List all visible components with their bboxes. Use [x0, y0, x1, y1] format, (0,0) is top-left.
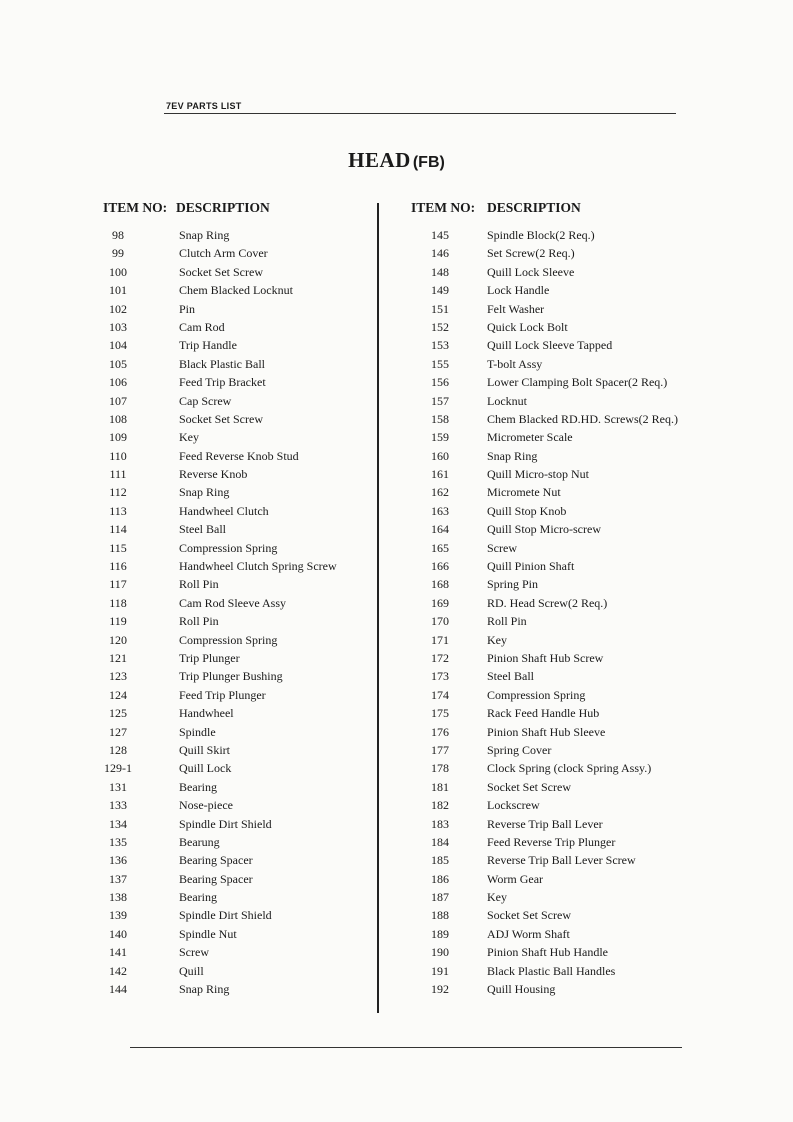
part-item-number: 103 — [109, 319, 127, 334]
part-description: Spring Pin — [487, 577, 539, 592]
part-row — [414, 318, 704, 336]
part-row — [414, 741, 704, 759]
part-row — [414, 539, 704, 557]
part-row — [414, 575, 704, 593]
part-row — [102, 557, 372, 575]
part-description: Cap Screw — [179, 393, 232, 408]
part-description: Clutch Arm Cover — [179, 246, 268, 261]
part-item-number: 123 — [109, 669, 127, 684]
part-row — [102, 612, 372, 630]
part-item-number: 155 — [431, 356, 449, 371]
part-item-number: 178 — [431, 761, 449, 776]
part-row — [102, 778, 372, 796]
part-item-number: 111 — [109, 467, 127, 482]
part-row — [102, 539, 372, 557]
part-item-number: 109 — [109, 430, 127, 445]
part-item-number: 175 — [431, 706, 449, 721]
part-description: Spindle Block(2 Req.) — [487, 228, 595, 242]
part-item-number: 146 — [431, 246, 449, 261]
part-description: RD. Head Screw(2 Req.) — [487, 595, 608, 610]
part-row — [414, 392, 704, 410]
part-description: Key — [179, 430, 199, 445]
part-row — [414, 796, 704, 814]
part-item-number: 161 — [431, 467, 449, 482]
part-item-number: 153 — [431, 338, 449, 353]
part-description: Quill Housing — [487, 982, 556, 997]
part-item-number: 120 — [109, 632, 127, 647]
part-row — [414, 281, 704, 299]
part-description: Compression Spring — [487, 687, 586, 702]
part-row — [102, 925, 372, 943]
part-row — [102, 686, 372, 704]
part-item-number: 144 — [109, 982, 127, 997]
part-item-number: 170 — [431, 614, 449, 629]
part-row — [102, 759, 372, 777]
part-item-number: 136 — [109, 853, 127, 868]
left-description-header: DESCRIPTION — [176, 200, 270, 215]
part-item-number: 149 — [431, 283, 449, 298]
part-item-number: 160 — [431, 448, 449, 463]
part-description: Worm Gear — [487, 871, 544, 886]
part-description: Trip Handle — [179, 338, 237, 353]
part-item-number: 114 — [109, 522, 127, 537]
part-row — [102, 723, 372, 741]
part-description: Spring Cover — [487, 742, 552, 757]
part-item-number: 162 — [431, 485, 449, 500]
part-item-number: 115 — [109, 540, 127, 555]
part-description: Handwheel — [179, 706, 234, 721]
part-row — [102, 392, 372, 410]
part-row — [414, 502, 704, 520]
part-item-number: 110 — [109, 448, 127, 463]
part-description: Chem Blacked RD.HD. Screws(2 Req.) — [487, 411, 678, 426]
right-column-header — [411, 200, 581, 216]
part-description: Feed Reverse Knob Stud — [179, 448, 299, 463]
part-description: Lockscrew — [487, 798, 540, 813]
part-description: Reverse Trip Ball Lever Screw — [487, 853, 636, 868]
part-item-number: 185 — [431, 853, 449, 868]
part-row — [102, 815, 372, 833]
part-row — [102, 943, 372, 961]
part-item-number: 192 — [431, 982, 449, 997]
part-description: Pinion Shaft Hub Sleeve — [487, 724, 606, 739]
part-description: Feed Reverse Trip Plunger — [487, 834, 616, 849]
part-row — [102, 980, 372, 998]
part-description: Quill Lock — [179, 761, 232, 776]
part-description: Steel Ball — [487, 669, 534, 684]
part-row — [414, 704, 704, 722]
right-item-no-header: ITEM NO: — [411, 200, 476, 215]
part-row — [102, 796, 372, 814]
part-item-number: 159 — [431, 430, 449, 445]
right-description-header: DESCRIPTION — [487, 200, 581, 215]
part-description: Micrometer Scale — [487, 430, 573, 445]
part-row — [102, 594, 372, 612]
part-description: T-bolt Assy — [487, 356, 543, 371]
part-item-number: 133 — [109, 798, 127, 813]
part-item-number: 116 — [109, 559, 127, 574]
part-description: Black Plastic Ball — [179, 356, 265, 371]
part-row — [102, 447, 372, 465]
part-row — [414, 686, 704, 704]
part-row — [414, 631, 704, 649]
part-description: Rack Feed Handle Hub — [487, 706, 600, 721]
part-description: Spindle Nut — [179, 926, 237, 941]
part-row — [102, 355, 372, 373]
part-item-number: 112 — [109, 485, 127, 500]
part-row — [414, 925, 704, 943]
document-header-label: 7EV PARTS LIST — [166, 101, 242, 111]
part-description: Chem Blacked Locknut — [179, 283, 293, 298]
part-row — [102, 502, 372, 520]
part-item-number: 177 — [431, 742, 449, 757]
part-item-number: 140 — [109, 926, 127, 941]
part-description: Set Screw(2 Req.) — [487, 246, 575, 261]
header-rule — [164, 113, 676, 114]
part-item-number: 125 — [109, 706, 127, 721]
part-item-number: 124 — [109, 687, 127, 702]
part-description: Socket Set Screw — [179, 411, 263, 426]
part-row — [414, 943, 704, 961]
part-item-number: 158 — [431, 411, 449, 426]
part-description: Micromete Nut — [487, 485, 561, 500]
part-item-number: 102 — [109, 301, 127, 316]
part-item-number: 129-1 — [104, 761, 132, 776]
part-row — [414, 373, 704, 391]
part-description: Spindle — [179, 724, 216, 739]
part-row — [414, 465, 704, 483]
part-description: Quill Lock Sleeve Tapped — [487, 338, 613, 353]
part-row — [102, 263, 372, 281]
part-row — [414, 667, 704, 685]
part-row — [102, 833, 372, 851]
part-item-number: 121 — [109, 650, 127, 665]
part-item-number: 119 — [109, 614, 127, 629]
part-row — [414, 520, 704, 538]
part-row — [414, 815, 704, 833]
part-row — [414, 778, 704, 796]
part-description: Lock Handle — [487, 283, 550, 298]
part-row — [414, 649, 704, 667]
part-item-number: 99 — [112, 246, 124, 261]
part-row — [414, 612, 704, 630]
part-row — [102, 336, 372, 354]
part-row — [102, 870, 372, 888]
part-description: Pinion Shaft Hub Screw — [487, 650, 604, 665]
part-description: Bearing Spacer — [179, 871, 253, 886]
part-row — [414, 355, 704, 373]
part-row — [102, 428, 372, 446]
part-row — [414, 483, 704, 501]
part-description: Quill — [179, 963, 204, 978]
part-description: Felt Washer — [487, 301, 545, 316]
part-row — [414, 300, 704, 318]
part-row — [102, 704, 372, 722]
part-description: Screw — [487, 540, 517, 555]
part-description: Socket Set Screw — [487, 908, 571, 923]
part-description: Compression Spring — [179, 540, 278, 555]
part-item-number: 182 — [431, 798, 449, 813]
part-row — [102, 631, 372, 649]
part-item-number: 165 — [431, 540, 449, 555]
part-description: Handwheel Clutch — [179, 503, 269, 518]
part-item-number: 98 — [112, 228, 124, 242]
part-description: Socket Set Screw — [487, 779, 571, 794]
part-row — [102, 373, 372, 391]
part-row — [102, 962, 372, 980]
part-description: Bearing — [179, 779, 217, 794]
part-item-number: 117 — [109, 577, 127, 592]
part-row — [102, 465, 372, 483]
page-title — [0, 148, 793, 173]
part-item-number: 173 — [431, 669, 449, 684]
part-row — [102, 667, 372, 685]
part-description: Screw — [179, 945, 209, 960]
part-item-number: 190 — [431, 945, 449, 960]
part-description: Bearing — [179, 890, 217, 905]
part-item-number: 157 — [431, 393, 449, 408]
part-row — [414, 336, 704, 354]
part-row — [414, 263, 704, 281]
part-row — [414, 888, 704, 906]
part-description: Lower Clamping Bolt Spacer(2 Req.) — [487, 375, 668, 390]
part-item-number: 118 — [109, 595, 127, 610]
part-item-number: 107 — [109, 393, 127, 408]
part-item-number: 142 — [109, 963, 127, 978]
part-description: Reverse Trip Ball Lever — [487, 816, 603, 831]
part-row — [102, 906, 372, 924]
part-description: Trip Plunger — [179, 650, 240, 665]
part-item-number: 172 — [431, 650, 449, 665]
part-row — [102, 888, 372, 906]
part-row — [102, 649, 372, 667]
part-item-number: 106 — [109, 375, 127, 390]
part-item-number: 187 — [431, 890, 449, 905]
part-row — [414, 906, 704, 924]
part-row — [102, 300, 372, 318]
part-item-number: 184 — [431, 834, 449, 849]
part-item-number: 169 — [431, 595, 449, 610]
part-description: Key — [487, 890, 507, 905]
part-row — [102, 520, 372, 538]
part-description: Snap Ring — [179, 485, 230, 500]
part-item-number: 100 — [109, 264, 127, 279]
part-description: Bearing Spacer — [179, 853, 253, 868]
part-row — [414, 962, 704, 980]
part-item-number: 101 — [109, 283, 127, 298]
part-description: Quick Lock Bolt — [487, 319, 568, 334]
part-row — [414, 833, 704, 851]
left-column-header — [103, 200, 270, 216]
left-item-no-header: ITEM NO: — [103, 200, 168, 215]
part-description: Spindle Dirt Shield — [179, 908, 272, 923]
part-description: Trip Plunger Bushing — [179, 669, 283, 684]
part-item-number: 168 — [431, 577, 449, 592]
part-description: Clock Spring (clock Spring Assy.) — [487, 761, 652, 776]
part-item-number: 188 — [431, 908, 449, 923]
part-row — [102, 244, 372, 262]
part-description: Cam Rod — [179, 319, 225, 334]
part-description: Pinion Shaft Hub Handle — [487, 945, 608, 960]
part-row — [414, 226, 704, 244]
part-row — [414, 244, 704, 262]
part-item-number: 183 — [431, 816, 449, 831]
part-item-number: 181 — [431, 779, 449, 794]
part-description: Roll Pin — [179, 614, 219, 629]
part-description: Locknut — [487, 393, 527, 408]
page-title-main: HEAD — [348, 148, 411, 172]
part-description: Feed Trip Plunger — [179, 687, 266, 702]
footer-rule — [130, 1047, 682, 1048]
part-row — [414, 428, 704, 446]
part-item-number: 186 — [431, 871, 449, 886]
part-description: Socket Set Screw — [179, 264, 263, 279]
left-parts-list — [102, 226, 372, 998]
part-item-number: 108 — [109, 411, 127, 426]
right-parts-list — [414, 226, 704, 998]
part-row — [102, 575, 372, 593]
part-row — [414, 557, 704, 575]
part-item-number: 134 — [109, 816, 127, 831]
part-item-number: 135 — [109, 834, 127, 849]
part-item-number: 113 — [109, 503, 127, 518]
part-row — [414, 723, 704, 741]
part-description: Roll Pin — [487, 614, 527, 629]
part-description: Snap Ring — [179, 982, 230, 997]
part-item-number: 189 — [431, 926, 449, 941]
part-row — [102, 318, 372, 336]
part-item-number: 138 — [109, 890, 127, 905]
part-item-number: 156 — [431, 375, 449, 390]
part-item-number: 152 — [431, 319, 449, 334]
part-item-number: 191 — [431, 963, 449, 978]
part-row — [102, 410, 372, 428]
part-description: Quill Stop Knob — [487, 503, 567, 518]
part-item-number: 105 — [109, 356, 127, 371]
part-row — [102, 483, 372, 501]
part-description: Nose-piece — [179, 798, 233, 813]
part-description: Feed Trip Bracket — [179, 375, 266, 390]
part-item-number: 174 — [431, 687, 449, 702]
part-row — [414, 594, 704, 612]
part-item-number: 127 — [109, 724, 127, 739]
part-row — [102, 226, 372, 244]
part-description: Quill Lock Sleeve — [487, 264, 575, 279]
part-description: Quill Pinion Shaft — [487, 559, 575, 574]
part-row — [414, 851, 704, 869]
page-title-suffix: (FB) — [412, 154, 445, 171]
part-description: Compression Spring — [179, 632, 278, 647]
part-description: Cam Rod Sleeve Assy — [179, 595, 286, 610]
part-row — [414, 410, 704, 428]
part-row — [102, 851, 372, 869]
part-item-number: 128 — [109, 742, 127, 757]
part-item-number: 166 — [431, 559, 449, 574]
part-item-number: 171 — [431, 632, 449, 647]
part-description: Snap Ring — [487, 448, 538, 463]
part-description: Bearung — [179, 834, 220, 849]
part-item-number: 164 — [431, 522, 449, 537]
part-item-number: 148 — [431, 264, 449, 279]
part-row — [414, 759, 704, 777]
part-description: Spindle Dirt Shield — [179, 816, 272, 831]
part-description: Black Plastic Ball Handles — [487, 963, 616, 978]
part-description: ADJ Worm Shaft — [487, 926, 570, 941]
part-description: Quill Micro-stop Nut — [487, 467, 589, 482]
part-item-number: 151 — [431, 301, 449, 316]
part-row — [102, 741, 372, 759]
part-description: Handwheel Clutch Spring Screw — [179, 559, 337, 574]
part-row — [414, 447, 704, 465]
column-divider — [377, 203, 379, 1013]
part-item-number: 163 — [431, 503, 449, 518]
part-item-number: 176 — [431, 724, 449, 739]
part-item-number: 104 — [109, 338, 127, 353]
part-description: Quill Skirt — [179, 742, 231, 757]
part-description: Steel Ball — [179, 522, 226, 537]
part-description: Pin — [179, 301, 196, 316]
part-description: Quill Stop Micro-screw — [487, 522, 601, 537]
part-item-number: 139 — [109, 908, 127, 923]
part-row — [414, 980, 704, 998]
part-row — [102, 281, 372, 299]
part-description: Key — [487, 632, 507, 647]
part-item-number: 145 — [431, 228, 449, 242]
part-item-number: 131 — [109, 779, 127, 794]
part-row — [414, 870, 704, 888]
part-item-number: 141 — [109, 945, 127, 960]
part-description: Reverse Knob — [179, 467, 248, 482]
part-description: Snap Ring — [179, 228, 230, 242]
part-item-number: 137 — [109, 871, 127, 886]
part-description: Roll Pin — [179, 577, 219, 592]
